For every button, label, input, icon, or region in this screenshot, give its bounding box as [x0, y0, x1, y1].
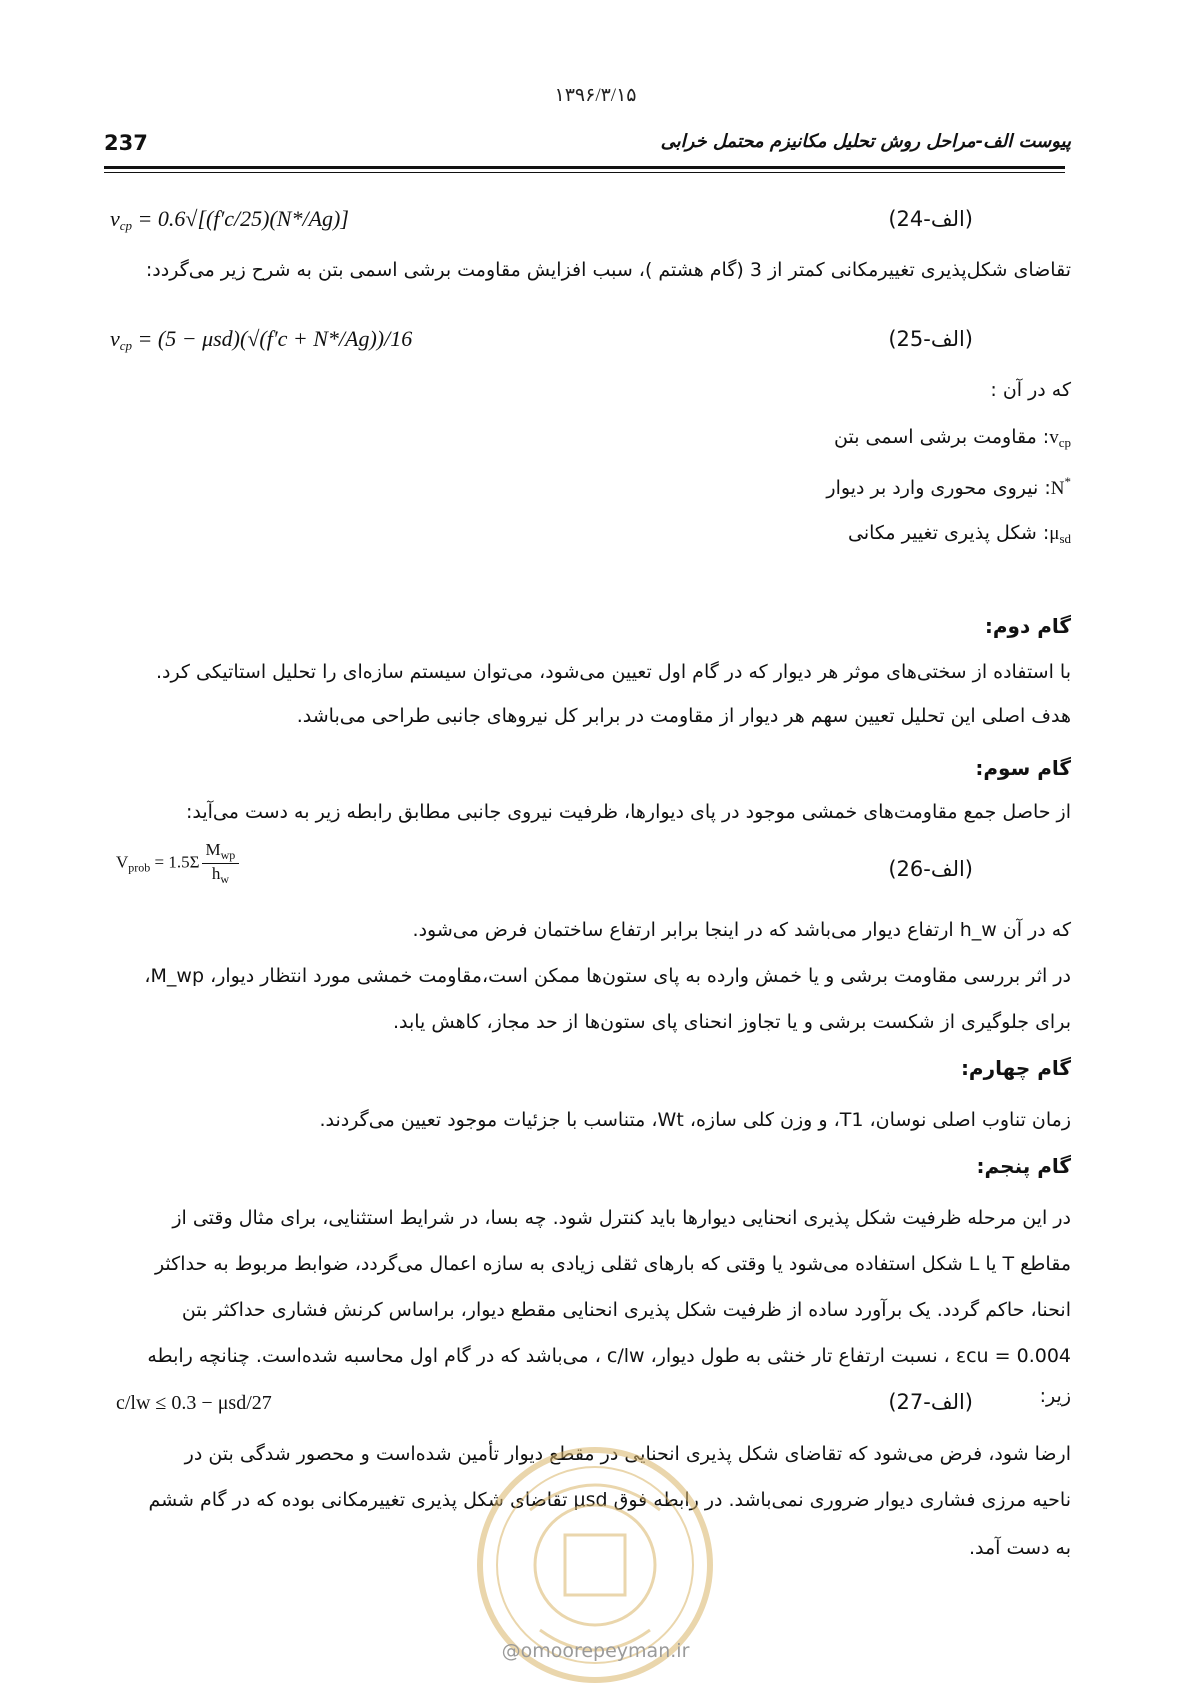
step5-after3: به دست آمد.: [968, 1537, 1071, 1559]
step5-line3: انحنا، حاکم گردد. یک برآورد ساده از ظرفیت شکل پذیری انحنایی مقطع دیوار، براساس کرنش فشاری حداکثر بتن: [181, 1299, 1071, 1321]
header-rule-thin: [104, 172, 1065, 173]
step3-after1: که در آن h_w ارتفاع دیوار می‌باشد که در اینجا برابر ارتفاع ساختمان فرض می‌شود.: [412, 919, 1071, 941]
watermark-site: @omoorepeyman.ir: [501, 1640, 690, 1662]
intro-eq25: تقاضای شکل‌پذیری تغییرمکانی کمتر از 3 (گام هشتم )، سبب افزایش مقاومت برشی اسمی بتن به شرح زیر می‌گردد:: [145, 259, 1071, 281]
definition-vcp: $v_{cp}$: مقاومت برشی اسمی بتن: [834, 426, 1071, 450]
equation-25: $v_{cp} = (5 - \mu sd)(√(f'c + N*/Ag))/16$: [110, 326, 413, 353]
step5-line1: در این مرحله ظرفیت شکل پذیری انحنایی دیوارها باید کنترل شود. چه بسا، در شرایط استثنایی، برای مثال وقتی از: [172, 1207, 1071, 1229]
step5-after1: ارضا شود، فرض می‌شود که تقاضای شکل پذیری انحنایی در مقطع دیوار تأمین شده‌است و محصور شدگی بتن در: [184, 1443, 1071, 1465]
equation-26-label: (الف-26): [888, 857, 973, 881]
step5-line2: مقاطع T یا L شکل استفاده می‌شود یا وقتی که بارهای ثقلی زیادی به سازه اعمال می‌گردد، ضوابط مربوط به حداکثر: [154, 1253, 1071, 1275]
equation-26: $V_{prob} = 1.5\Sigma$ $\frac{M_{wp}}{h_w}$: [116, 840, 241, 887]
step2-line1: با استفاده از سختی‌های موثر هر دیوار که در گام اول تعیین می‌شود، می‌توان سیستم سازه‌ای را تحلیل استاتیکی کرد.: [155, 661, 1071, 683]
step5-after2: ناحیه مرزی فشاری دیوار ضروری نمی‌باشد. در رابطه فوق μsd تقاضای شکل پذیری تغییرمکانی بوده که در گام ششم: [148, 1489, 1071, 1511]
where-label: که در آن :: [990, 379, 1071, 401]
step2-heading: گام دوم:: [984, 614, 1071, 638]
step4-heading: گام چهارم:: [960, 1056, 1071, 1080]
step3-heading: گام سوم:: [975, 756, 1071, 780]
step4-line1: زمان تناوب اصلی نوسان، T1، و وزن کلی سازه، Wt، متناسب با جزئیات موجود تعیین می‌گردند.: [319, 1109, 1071, 1131]
step3-after3: برای جلوگیری از شکست برشی و یا تجاوز انحنای پای ستون‌ها از حد مجاز، کاهش یابد.: [392, 1011, 1071, 1033]
running-title: پیوست الف-مراحل روش تحلیل مکانیزم محتمل خرابی: [660, 131, 1071, 152]
equation-25-label: (الف-25): [888, 327, 973, 351]
equation-27-label: (الف-27): [888, 1390, 973, 1414]
step2-line2: هدف اصلی این تحلیل تعیین سهم هر دیوار از مقاومت در برابر کل نیروهای جانبی طراحی می‌باشد.: [296, 705, 1071, 727]
step3-after2: در اثر بررسی مقاومت برشی و یا خمش وارده به پای ستون‌ها ممکن است،مقاومت خمشی مورد انتظار دیوار، M_wp،: [144, 965, 1071, 987]
equation-24: $v_{cp} = 0.6√[(f'c/25)(N*/Ag)]$: [110, 206, 349, 233]
equation-27: c/lw ≤ 0.3 − μsd/27: [116, 1392, 272, 1414]
equation-24-label: (الف-24): [888, 207, 973, 231]
step3-line1: از حاصل جمع مقاومت‌های خمشی موجود در پای دیوارها، ظرفیت نیروی جانبی مطابق رابطه زیر به دست می‌آید:: [185, 801, 1071, 823]
page-number: 237: [104, 131, 148, 155]
definition-mu: $\mu_{sd}$: شکل پذیری تغییر مکانی: [847, 522, 1071, 546]
header-rule-thick: [104, 166, 1065, 169]
page-date: ۱۳۹۶/۳/۱۵: [554, 85, 637, 106]
step5-line4: εcu = 0.004 ، نسبت ارتفاع تار خنثی به طول دیوار، c/lw ، می‌باشد که در گام اول محاسبه شده‌است. چنانچه رابطه زیر:: [147, 1345, 1071, 1407]
step5-heading: گام پنجم:: [976, 1154, 1071, 1178]
definition-n: N*: نیروی محوری وارد بر دیوار: [826, 474, 1071, 499]
